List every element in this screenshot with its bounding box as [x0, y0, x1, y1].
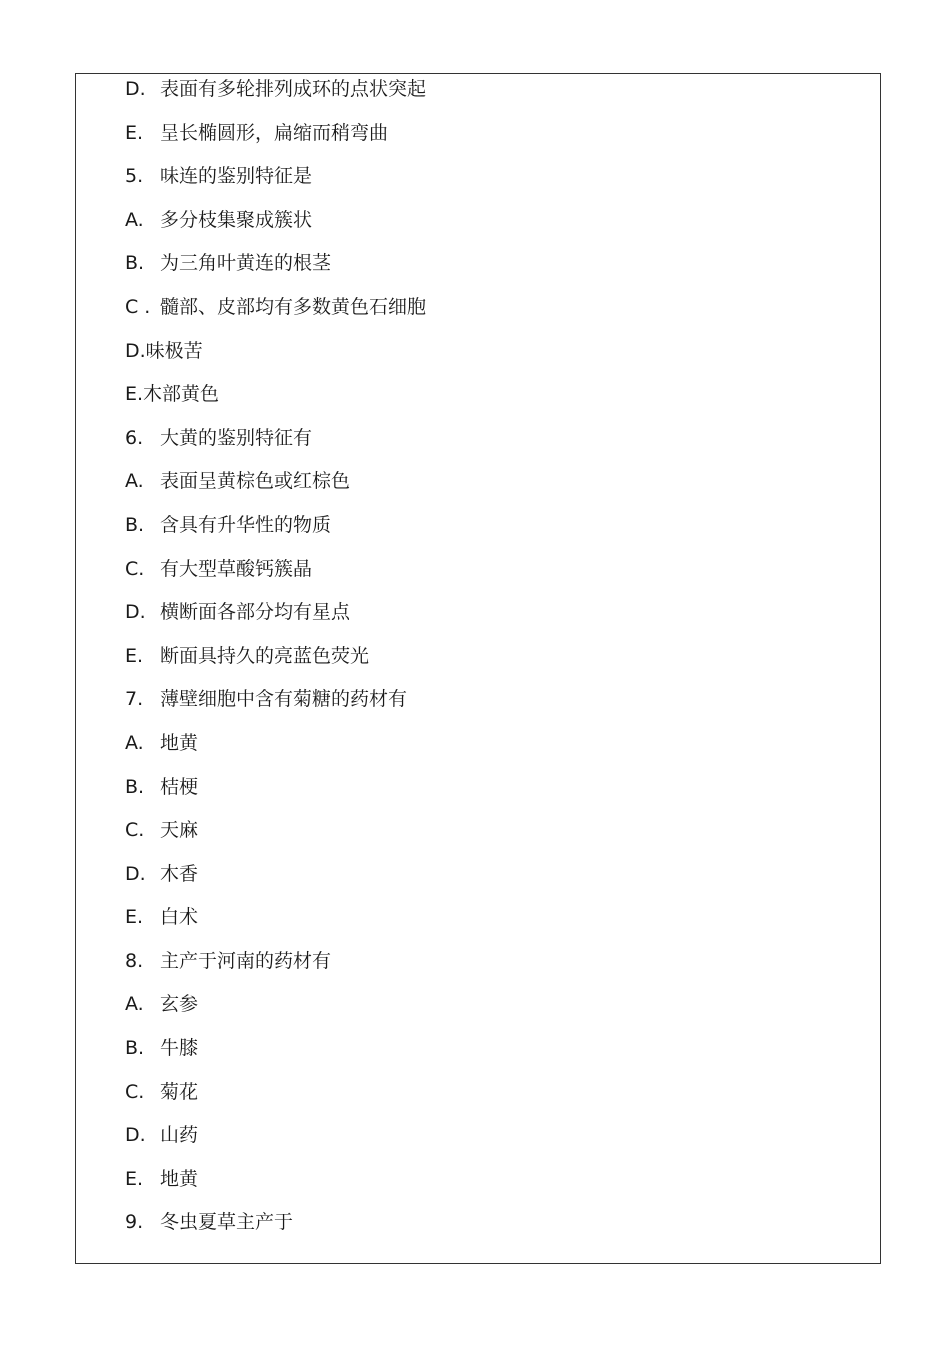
line-text: 味连的鉴别特征是: [160, 165, 313, 188]
line-label: B.: [125, 1037, 145, 1060]
question-list: [125, 76, 865, 1253]
line-label: C.: [125, 1080, 145, 1103]
question-line: [125, 338, 865, 382]
question-line: [125, 468, 865, 512]
line-text: 桔梗: [160, 775, 199, 798]
question-line: [125, 686, 865, 730]
question-line: [125, 1166, 865, 1210]
line-text: 木部黄色: [143, 383, 220, 406]
line-label: B.: [125, 252, 145, 275]
question-line: [125, 904, 865, 948]
line-label: E.: [125, 906, 144, 929]
question-line: [125, 425, 865, 469]
line-text: 菊花: [160, 1080, 199, 1103]
line-text: 表面有多轮排列成环的点状突起: [160, 78, 427, 100]
line-text: 大黄的鉴别特征有: [160, 426, 313, 449]
question-line: [125, 1035, 865, 1079]
question-line: [125, 512, 865, 556]
line-label: C.: [125, 819, 145, 842]
question-line: [125, 599, 865, 643]
line-label: 5.: [125, 165, 144, 188]
question-line: [125, 1209, 865, 1253]
line-text: 横断面各部分均有星点: [160, 601, 351, 624]
question-line: [125, 294, 865, 338]
line-text: 地黄: [160, 731, 199, 754]
question-line: [125, 207, 865, 251]
line-label: 8.: [125, 949, 144, 972]
line-label: C.: [125, 557, 145, 580]
line-label: C .: [125, 295, 151, 318]
question-line: [125, 381, 865, 425]
question-line: [125, 1122, 865, 1166]
question-line: [125, 76, 865, 120]
question-line: [125, 643, 865, 687]
line-text: 山药: [160, 1124, 199, 1147]
question-line: [125, 250, 865, 294]
question-line: [125, 120, 865, 164]
line-text: 地黄: [160, 1167, 199, 1190]
line-label: D.: [125, 1124, 146, 1147]
question-line: [125, 163, 865, 207]
line-label: 6.: [125, 426, 144, 449]
question-line: [125, 991, 865, 1035]
line-label: A.: [125, 993, 144, 1016]
line-text: 白术: [160, 906, 199, 929]
line-label: B.: [125, 775, 145, 798]
line-text: 玄参: [160, 993, 199, 1016]
question-line: [125, 730, 865, 774]
line-label: D.: [125, 78, 146, 100]
line-label: 7.: [125, 688, 144, 711]
line-text: 木香: [160, 862, 199, 885]
line-label: B.: [125, 513, 145, 536]
line-label: 9.: [125, 1211, 144, 1234]
line-label: A.: [125, 470, 144, 493]
line-text: 有大型草酸钙簇晶: [160, 557, 313, 580]
line-text: 味极苦: [145, 339, 203, 362]
line-text: 薄壁细胞中含有菊糖的药材有: [160, 688, 408, 711]
line-text: 表面呈黄棕色或红棕色: [160, 470, 351, 493]
line-label: E.: [125, 121, 144, 144]
line-label: D.: [125, 601, 146, 624]
question-line: [125, 1079, 865, 1123]
question-line: [125, 556, 865, 600]
line-label: D.: [125, 862, 146, 885]
line-text: 冬虫夏草主产于: [160, 1211, 294, 1234]
line-label: A.: [125, 208, 144, 231]
line-text: 髓部、皮部均有多数黄色石细胞: [160, 295, 427, 318]
line-label: D.: [125, 339, 146, 362]
question-line: [125, 861, 865, 905]
line-text: 断面具持久的亮蓝色荧光: [160, 644, 370, 667]
question-line: [125, 948, 865, 992]
line-text: 呈长椭圆形，扁缩而稍弯曲: [160, 121, 389, 144]
question-line: [125, 817, 865, 861]
question-line: [125, 774, 865, 818]
line-text: 为三角叶黄连的根茎: [160, 252, 332, 275]
line-label: E.: [125, 383, 144, 406]
line-text: 多分枝集聚成簇状: [160, 208, 313, 231]
line-text: 天麻: [160, 819, 199, 842]
line-label: E.: [125, 644, 144, 667]
line-label: A.: [125, 731, 144, 754]
line-text: 牛膝: [160, 1037, 199, 1060]
line-label: E.: [125, 1167, 144, 1190]
line-text: 含具有升华性的物质: [160, 513, 332, 536]
line-text: 主产于河南的药材有: [160, 949, 332, 972]
